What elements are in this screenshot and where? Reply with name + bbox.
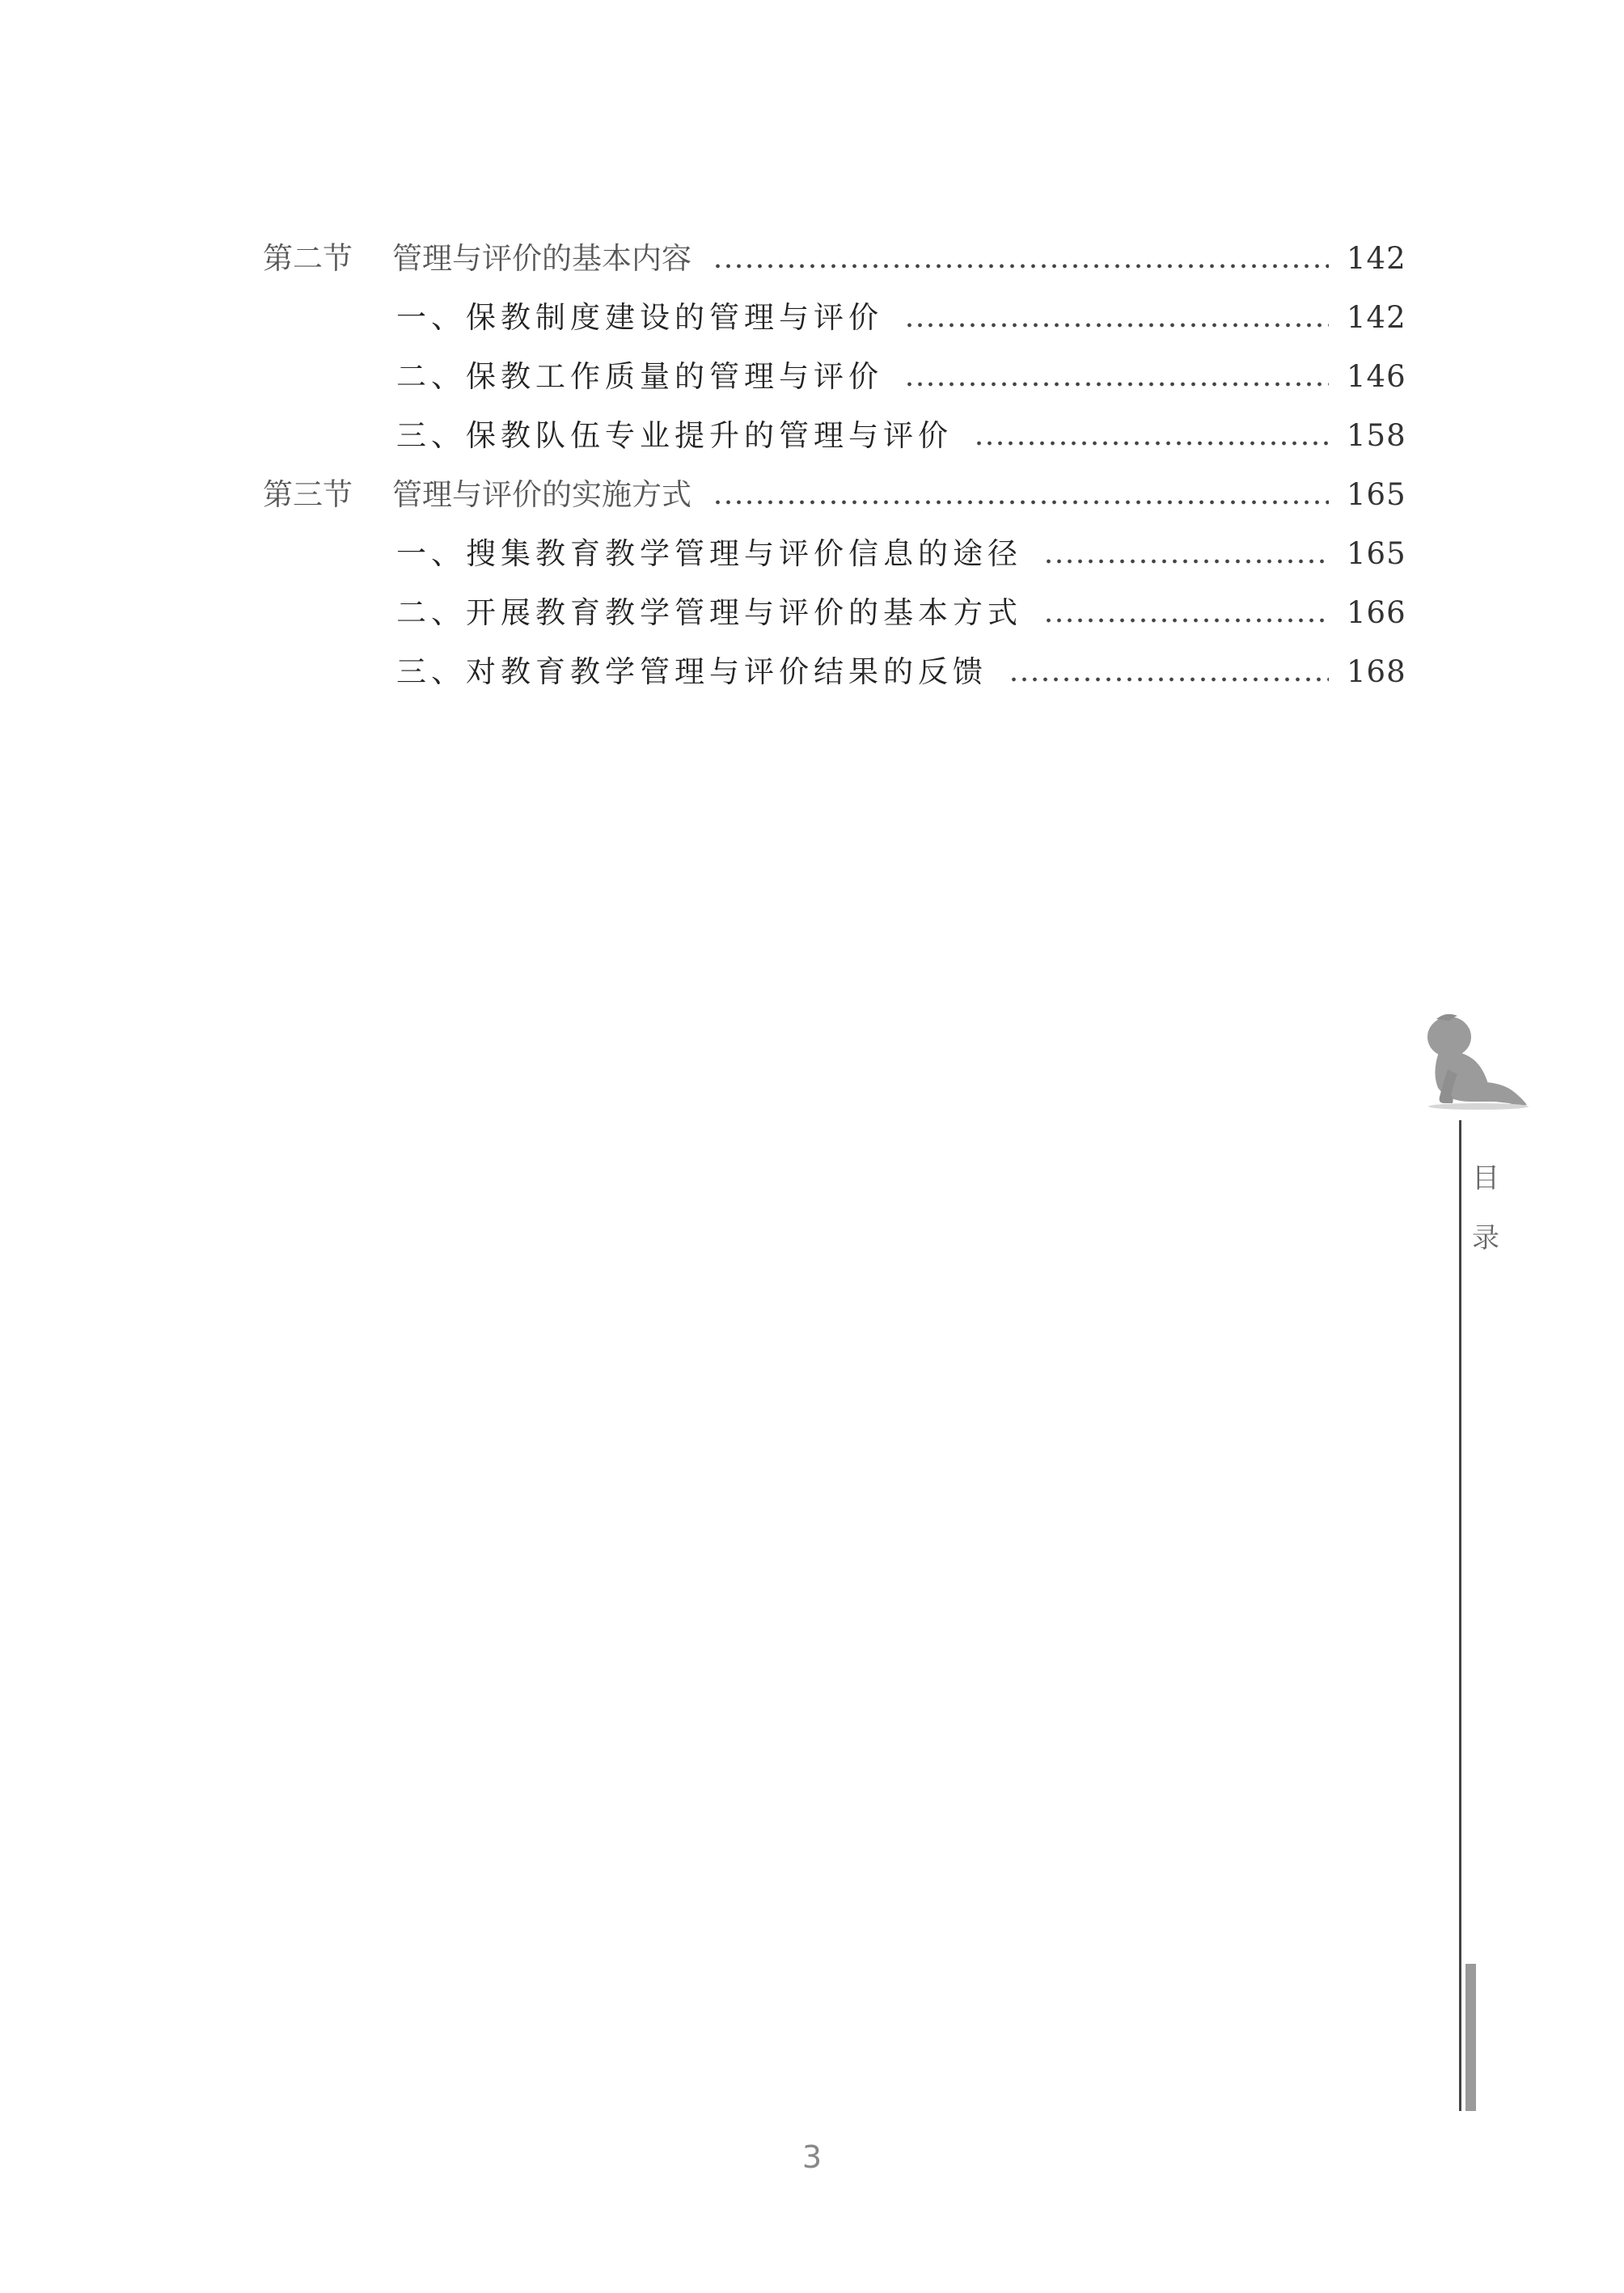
page-reference: 142	[1347, 241, 1406, 276]
toc-section-entry[interactable]	[263, 471, 1406, 519]
subsection-title: 三、保教队伍专业提升的管理与评价	[396, 418, 953, 453]
page-number: 3	[801, 2139, 823, 2175]
dot-leader	[904, 353, 1329, 401]
toc-subsection-entry[interactable]	[396, 589, 1406, 637]
side-gray-bar	[1465, 1964, 1476, 2111]
toc-subsection-entry[interactable]	[396, 412, 1406, 460]
page-reference: 166	[1347, 595, 1406, 630]
subsection-title: 二、保教工作质量的管理与评价	[396, 359, 883, 394]
page-reference: 168	[1347, 654, 1406, 689]
side-label-char: 目	[1472, 1162, 1499, 1195]
side-vertical-rule	[1459, 1120, 1461, 2111]
dot-leader	[974, 412, 1329, 460]
page-reference: 165	[1347, 477, 1406, 512]
section-number: 第三节	[263, 477, 353, 512]
side-label-char: 录	[1472, 1222, 1499, 1254]
section-title: 管理与评价的实施方式	[392, 477, 691, 512]
toc-subsection-entry[interactable]	[396, 294, 1406, 342]
subsection-title: 三、对教育教学管理与评价结果的反馈	[396, 654, 988, 689]
page-reference: 158	[1347, 418, 1406, 453]
section-title: 管理与评价的基本内容	[392, 241, 691, 276]
page-reference: 165	[1347, 536, 1406, 571]
toc-subsection-entry[interactable]	[396, 530, 1406, 578]
toc-subsection-entry[interactable]	[396, 648, 1406, 696]
side-label-contents	[1465, 1149, 1506, 1268]
dot-leader	[713, 471, 1329, 519]
toc-subsection-entry[interactable]	[396, 353, 1406, 401]
toc-section-entry[interactable]	[263, 235, 1406, 283]
dot-leader	[1009, 648, 1329, 696]
dot-leader	[904, 294, 1329, 342]
subsection-title: 一、搜集教育教学管理与评价信息的途径	[396, 536, 1022, 571]
subsection-title: 一、保教制度建设的管理与评价	[396, 300, 883, 335]
page-reference: 142	[1347, 300, 1406, 335]
section-number: 第二节	[263, 241, 353, 276]
dot-leader	[1043, 589, 1329, 637]
dot-leader	[713, 235, 1329, 283]
subsection-title: 二、开展教育教学管理与评价的基本方式	[396, 595, 1022, 630]
crawling-baby-silhouette-icon	[1407, 1003, 1537, 1124]
dot-leader	[1043, 530, 1329, 578]
page-reference: 146	[1347, 359, 1406, 394]
